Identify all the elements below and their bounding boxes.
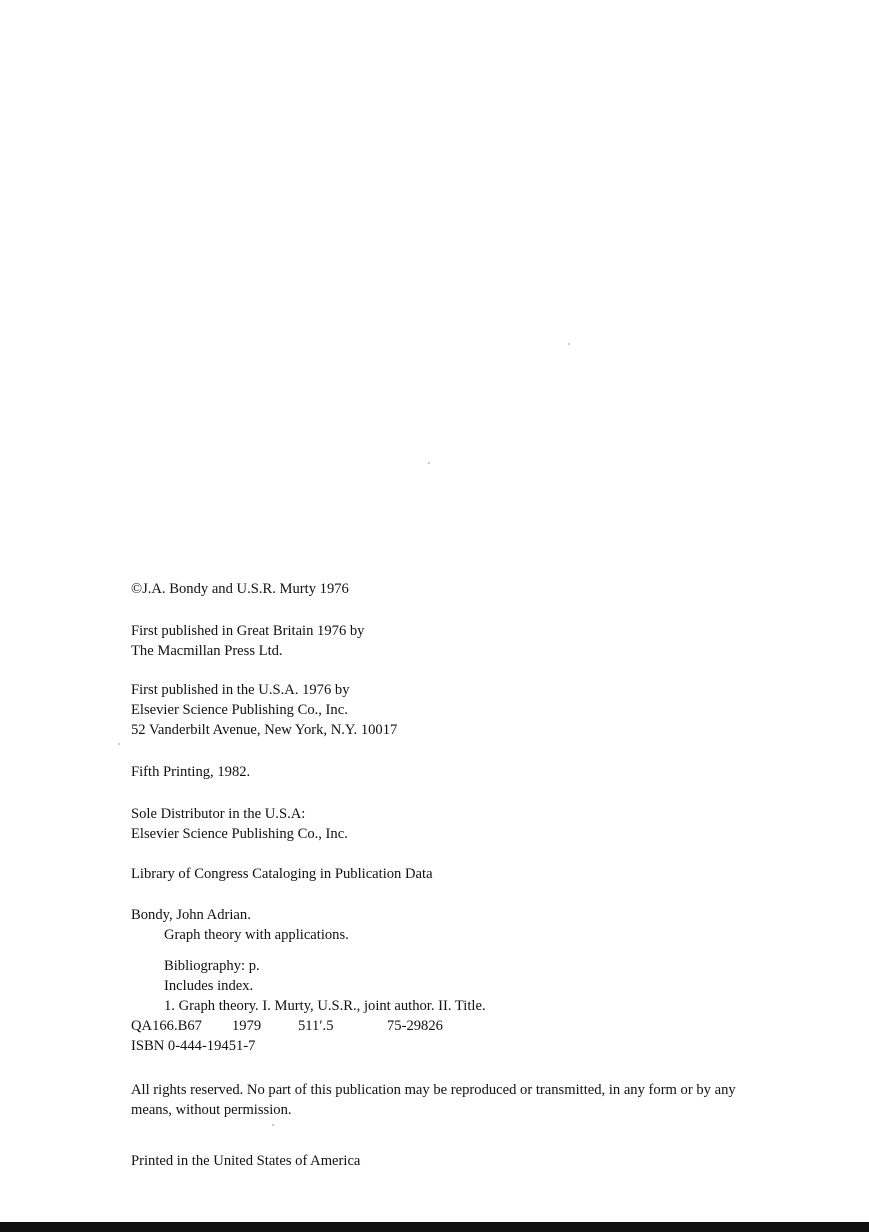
scan-speck (568, 343, 570, 345)
copyright-line: ©J.A. Bondy and U.S.R. Murty 1976 (131, 581, 349, 597)
uk-publication-info (131, 621, 364, 661)
printed-in-text: Printed in the United States of America (131, 1153, 361, 1169)
cip-year: 1979 (232, 1018, 262, 1034)
cip-record (131, 905, 349, 945)
printed-in (131, 1151, 360, 1171)
us-publication-line-1: First published in the U.S.A. 1976 by (131, 682, 350, 698)
cip-subjects: 1. Graph theory. I. Murty, U.S.R., joint author. II. Title. (164, 998, 486, 1014)
distributor-line-2: Elsevier Science Publishing Co., Inc. (131, 826, 348, 842)
cip-heading-text: Library of Congress Cataloging in Publication Data (131, 866, 433, 882)
rights-text: All rights reserved. No part of this publication may be reproduced or transmitted, in any form or by any means, without permission. (131, 1082, 736, 1118)
cip-dewey: 511′.5 (298, 1018, 334, 1034)
us-publication-info (131, 680, 397, 740)
uk-publication-line-2: The Macmillan Press Ltd. (131, 643, 283, 659)
distributor-info (131, 804, 348, 844)
cip-heading (131, 864, 433, 884)
scan-speck (272, 1124, 274, 1126)
uk-publication-line-1: First published in Great Britain 1976 by (131, 623, 365, 639)
cip-bibliography: Bibliography: p. (164, 958, 260, 974)
scan-speck (428, 462, 430, 464)
printing-info (131, 762, 250, 782)
scan-bottom-edge (0, 1222, 869, 1232)
rights-statement (131, 1080, 741, 1120)
distributor-line-1: Sole Distributor in the U.S.A: (131, 806, 306, 822)
us-publication-line-2: Elsevier Science Publishing Co., Inc. (131, 702, 348, 718)
cip-call-number: QA166.B67 (131, 1018, 202, 1034)
cip-isbn: ISBN 0-444-19451-7 (131, 1038, 256, 1054)
cip-author: Bondy, John Adrian. (131, 907, 251, 923)
cip-index: Includes index. (164, 978, 254, 994)
copyright-notice (131, 579, 349, 599)
cip-title: Graph theory with applications. (164, 927, 349, 943)
cip-notes (131, 956, 486, 1056)
cip-classification-row (131, 1016, 486, 1036)
printing-line: Fifth Printing, 1982. (131, 764, 251, 780)
scan-speck (118, 743, 120, 745)
cip-lccn: 75-29826 (387, 1018, 443, 1034)
us-publication-line-3: 52 Vanderbilt Avenue, New York, N.Y. 10017 (131, 722, 398, 738)
